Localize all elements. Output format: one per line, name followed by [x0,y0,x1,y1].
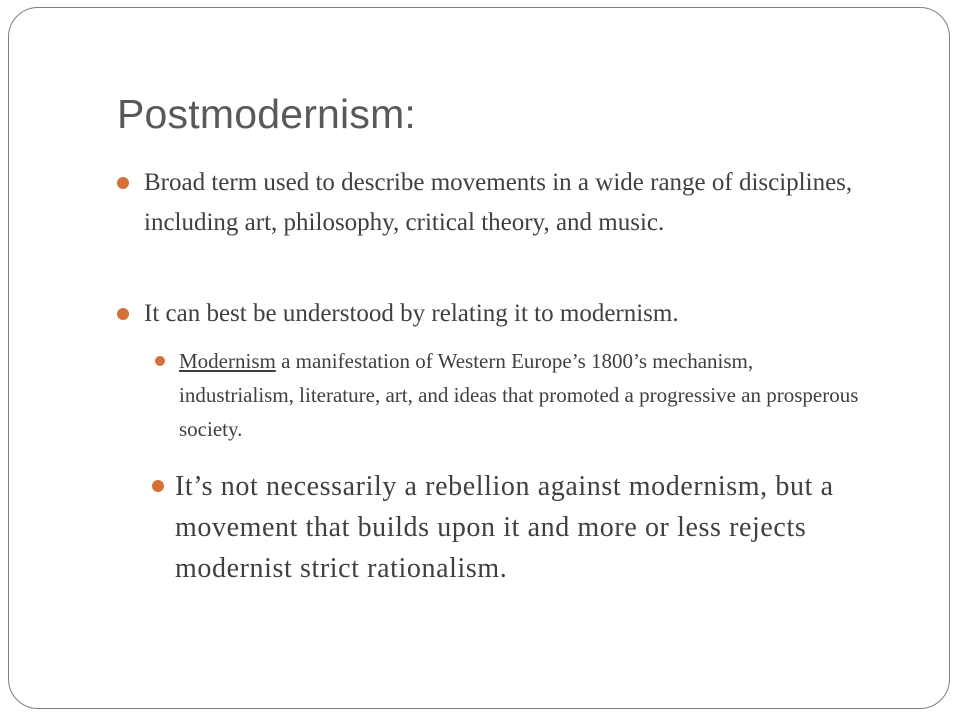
sub-bullet-item-modernism [179,344,859,446]
bullet-text: Broad term used to describe movements in a wide range of disciplines, including art, philosophy, critical theory, and music. [144,169,853,236]
slide-title: Postmodernism: [117,91,417,137]
slide-frame [8,7,950,709]
bullet-dot-icon [117,308,129,320]
sub-bullet-item-rebellion [175,466,915,589]
sub-bullet-dot-icon [155,356,165,366]
sub-bullet-text: It’s not necessarily a rebellion against modernism, but a movement that builds upon it and more or less rejects modernist strict rationalism. [175,471,834,584]
sub-bullet-dot-icon [152,480,164,492]
sub-bullet-text: a manifestation of Western Europe’s 1800’s mechanism, industrialism, literature, art, and ideas that promoted a progressive an prosperous society. [179,349,859,441]
bullet-list [9,8,949,708]
bullet-item-relation [144,294,884,334]
bullet-text: It can best be understood by relating it to modernism. [144,300,679,327]
modernism-term: Modernism [179,349,276,373]
bullet-dot-icon [117,177,129,189]
bullet-item-definition [144,163,884,243]
